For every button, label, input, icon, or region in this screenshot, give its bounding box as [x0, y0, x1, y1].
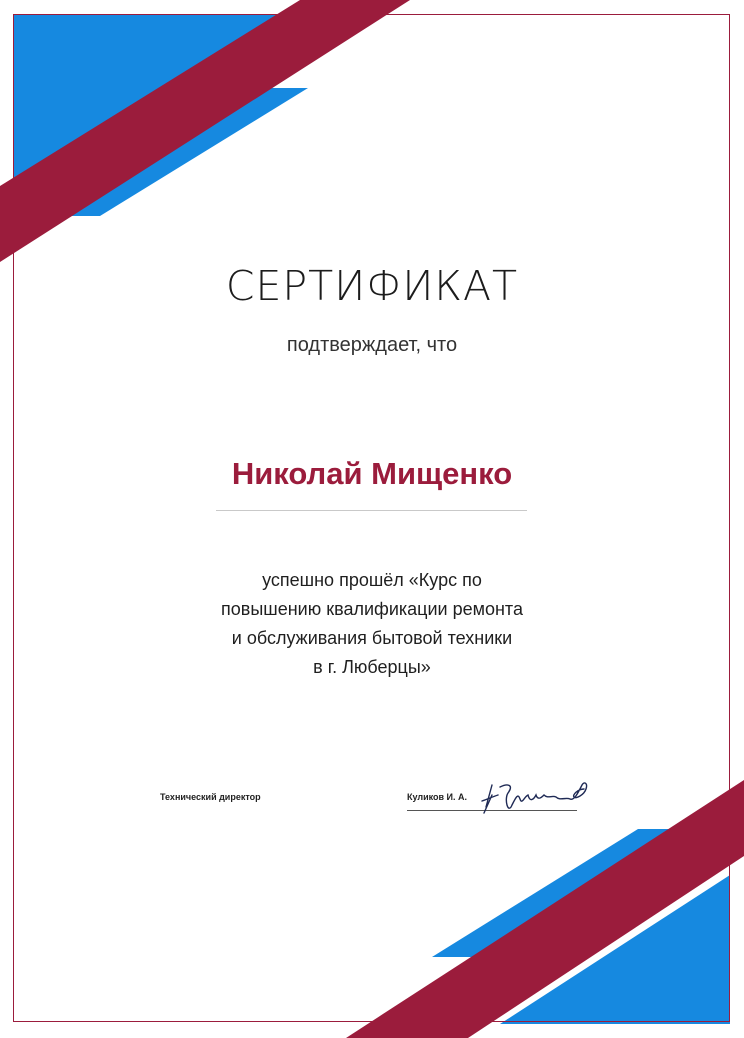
- course-line: успешно прошёл «Курс по: [262, 570, 482, 590]
- course-line: и обслуживания бытовой техники: [231, 628, 513, 648]
- recipient-name: Николай Мищенко: [231, 456, 513, 491]
- recipient-underline: [216, 510, 527, 511]
- course-line: в г. Люберцы»: [313, 657, 431, 677]
- certificate-frame: [13, 14, 730, 1022]
- certificate-subtitle: подтверждает, что: [286, 334, 458, 356]
- signatory-role: Технический директор: [160, 792, 261, 802]
- course-line: повышению квалификации ремонта: [221, 599, 523, 619]
- certificate-title: СЕРТИФИКАТ: [225, 262, 519, 310]
- course-description: [0, 566, 744, 682]
- signatory-name: Куликов И. А.: [407, 792, 468, 802]
- signature-icon: [478, 775, 593, 820]
